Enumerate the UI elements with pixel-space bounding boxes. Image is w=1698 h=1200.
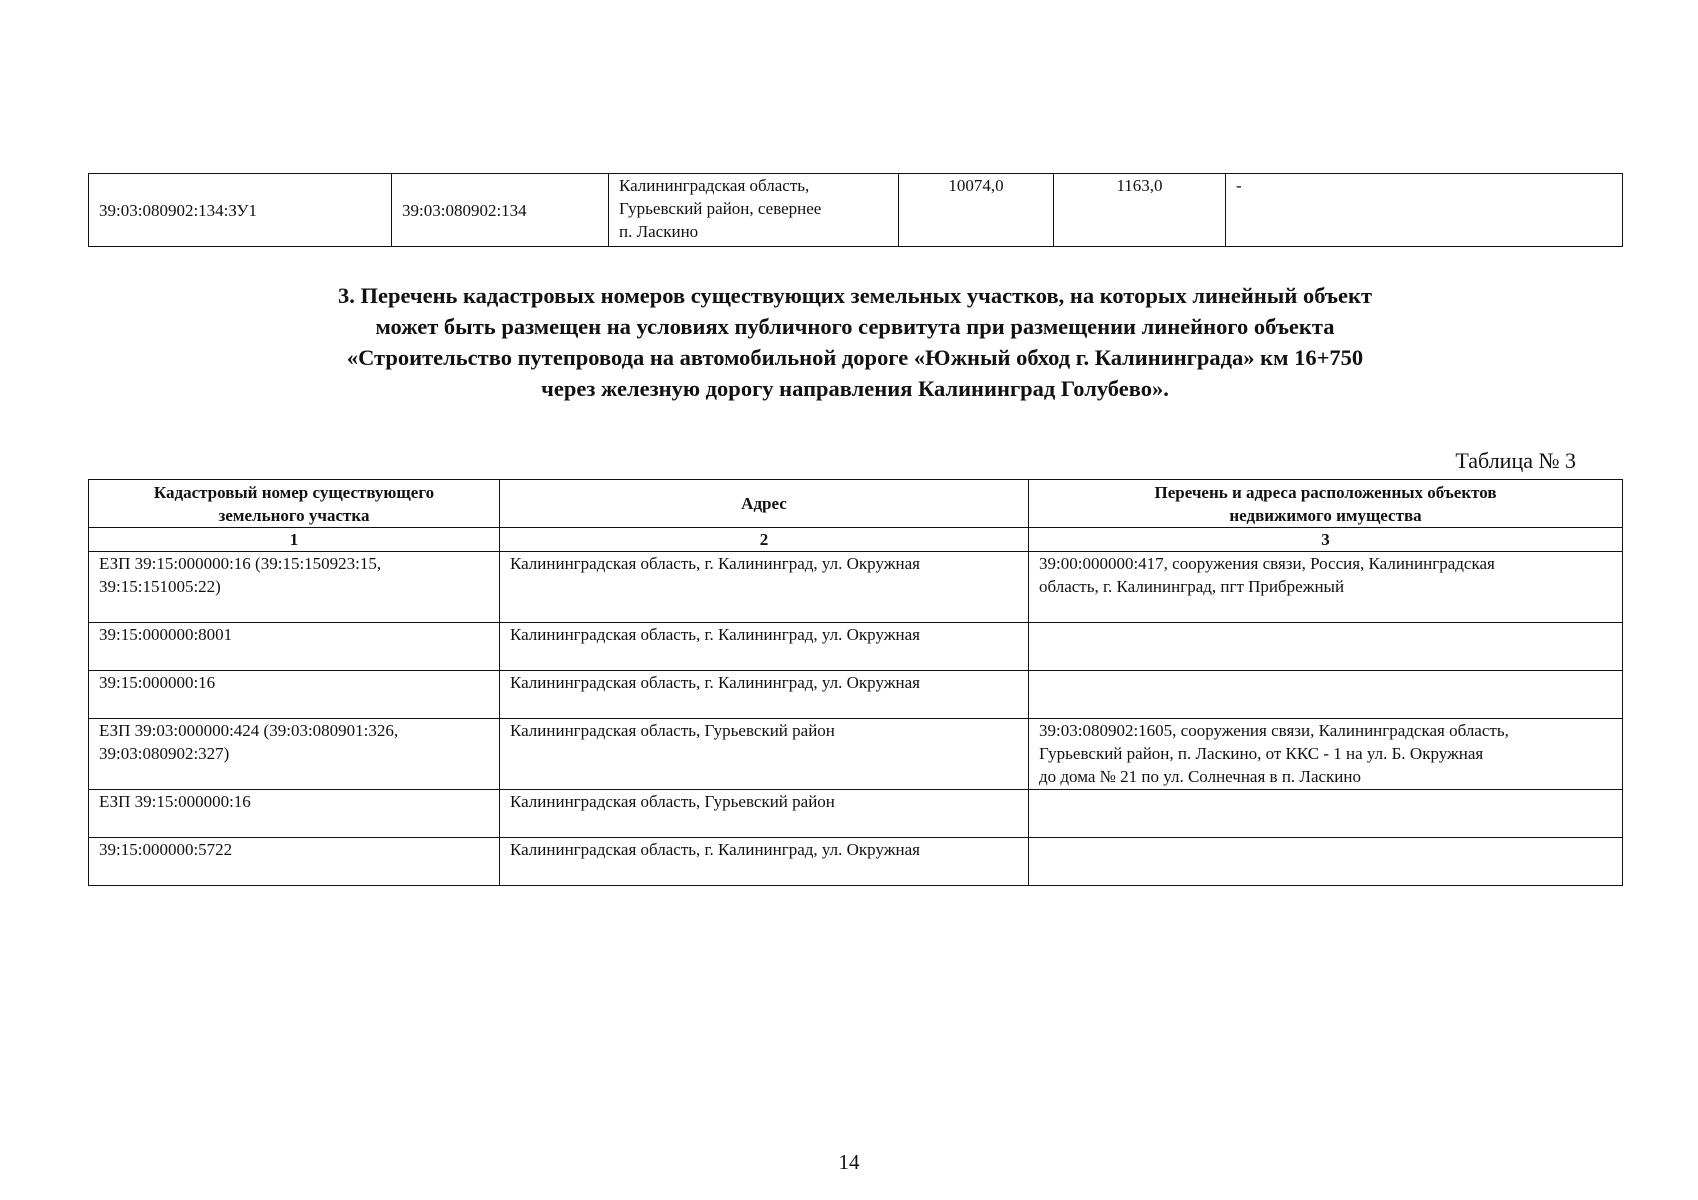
header-line: Кадастровый номер существующего bbox=[153, 482, 435, 502]
address-cell bbox=[500, 838, 1029, 886]
cell-line: область, г. Калининград, пгт Прибрежный bbox=[1039, 577, 1345, 596]
area-total-cell: 10074,0 bbox=[899, 174, 1054, 247]
column-number-row bbox=[89, 528, 1623, 552]
cell-line: 39:15:000000:16 bbox=[99, 673, 216, 692]
cadastral-cell bbox=[89, 623, 500, 671]
objects-cell bbox=[1029, 671, 1623, 719]
address-line: Калининградская область, bbox=[619, 176, 810, 195]
cell-line: Калининградская область, Гурьевский район bbox=[510, 721, 835, 740]
cadastral-cell bbox=[89, 838, 500, 886]
cell-line: до дома № 21 по ул. Солнечная в п. Ласкино bbox=[1039, 767, 1361, 786]
objects-cell bbox=[1029, 623, 1623, 671]
column-number: 1 bbox=[89, 528, 500, 552]
page-number: 14 bbox=[838, 1150, 860, 1174]
cell-line: 39:03:080902:1605, сооружения связи, Калининградская область, bbox=[1039, 721, 1509, 740]
address-cell bbox=[500, 671, 1029, 719]
table-row bbox=[89, 838, 1623, 886]
cell-line: Калининградская область, Гурьевский район bbox=[510, 792, 835, 811]
header-line: Перечень и адреса расположенных объектов bbox=[1154, 482, 1497, 502]
cadastral-cell bbox=[89, 671, 500, 719]
address-line: п. Ласкино bbox=[619, 222, 699, 241]
heading-line: через железную дорогу направления Калининград Голубево». bbox=[541, 376, 1169, 401]
column-number: 3 bbox=[1029, 528, 1623, 552]
column-header-objects bbox=[1029, 480, 1623, 528]
cell-line: ЕЗП 39:15:000000:16 (39:15:150923:15, bbox=[99, 554, 382, 573]
heading-line: может быть размещен на условиях публичного сервитута при размещении линейного объекта bbox=[375, 314, 1335, 339]
table-row bbox=[89, 790, 1623, 838]
address-cell bbox=[500, 623, 1029, 671]
table-caption: Таблица № 3 bbox=[1455, 448, 1576, 473]
note-cell: - bbox=[1226, 174, 1623, 247]
address-cell bbox=[500, 719, 1029, 790]
source-number-cell: 39:03:080902:134 bbox=[392, 174, 609, 247]
cell-line: Гурьевский район, п. Ласкино, от ККС - 1 на ул. Б. Окружная bbox=[1039, 744, 1484, 763]
objects-cell bbox=[1029, 719, 1623, 790]
cell-line: 39:03:080902:327) bbox=[99, 744, 230, 763]
cell-line: Калининградская область, г. Калининград, ул. Окружная bbox=[510, 554, 920, 573]
cell-line: Калининградская область, г. Калининград, ул. Окружная bbox=[510, 840, 920, 859]
cell-line: 39:15:151005:22) bbox=[99, 577, 221, 596]
cell-line: 39:15:000000:8001 bbox=[99, 625, 233, 644]
cadastral-cell bbox=[89, 719, 500, 790]
objects-cell bbox=[1029, 552, 1623, 623]
cell-line: 39:00:000000:417, сооружения связи, Россия, Калининградская bbox=[1039, 554, 1495, 573]
column-number: 2 bbox=[500, 528, 1029, 552]
address-cell bbox=[609, 174, 899, 247]
heading-line: «Строительство путепровода на автомобильной дороге «Южный обход г. Калининграда» км 16+750 bbox=[346, 345, 1364, 370]
area-part-cell: 1163,0 bbox=[1054, 174, 1226, 247]
header-line: земельного участка bbox=[218, 505, 370, 525]
previous-table-fragment bbox=[88, 173, 1623, 247]
address-line: Гурьевский район, севернее bbox=[619, 199, 822, 218]
objects-cell bbox=[1029, 790, 1623, 838]
header-row bbox=[89, 480, 1623, 528]
cadastral-cell bbox=[89, 552, 500, 623]
cell-line: ЕЗП 39:03:000000:424 (39:03:080901:326, bbox=[99, 721, 399, 740]
table-row bbox=[89, 671, 1623, 719]
zu-number-cell: 39:03:080902:134:ЗУ1 bbox=[89, 174, 392, 247]
cell-line: Калининградская область, г. Калининград, ул. Окружная bbox=[510, 673, 920, 692]
cell-line: Калининградская область, г. Калининград, ул. Окружная bbox=[510, 625, 920, 644]
cell-line: ЕЗП 39:15:000000:16 bbox=[99, 792, 251, 811]
address-cell bbox=[500, 552, 1029, 623]
table-row bbox=[89, 719, 1623, 790]
section-heading bbox=[88, 280, 1622, 404]
column-header-cadastral bbox=[89, 480, 500, 528]
column-header-address bbox=[500, 480, 1029, 528]
table-row bbox=[89, 623, 1623, 671]
cadastral-table bbox=[88, 479, 1623, 886]
heading-line: 3. Перечень кадастровых номеров существующих земельных участков, на которых линейный объект bbox=[337, 283, 1373, 308]
header-line: Адрес bbox=[741, 494, 787, 513]
cell-line: 39:15:000000:5722 bbox=[99, 840, 233, 859]
cadastral-cell bbox=[89, 790, 500, 838]
table-row bbox=[89, 552, 1623, 623]
objects-cell bbox=[1029, 838, 1623, 886]
table-row bbox=[89, 174, 1623, 247]
header-line: недвижимого имущества bbox=[1229, 505, 1422, 525]
address-cell bbox=[500, 790, 1029, 838]
